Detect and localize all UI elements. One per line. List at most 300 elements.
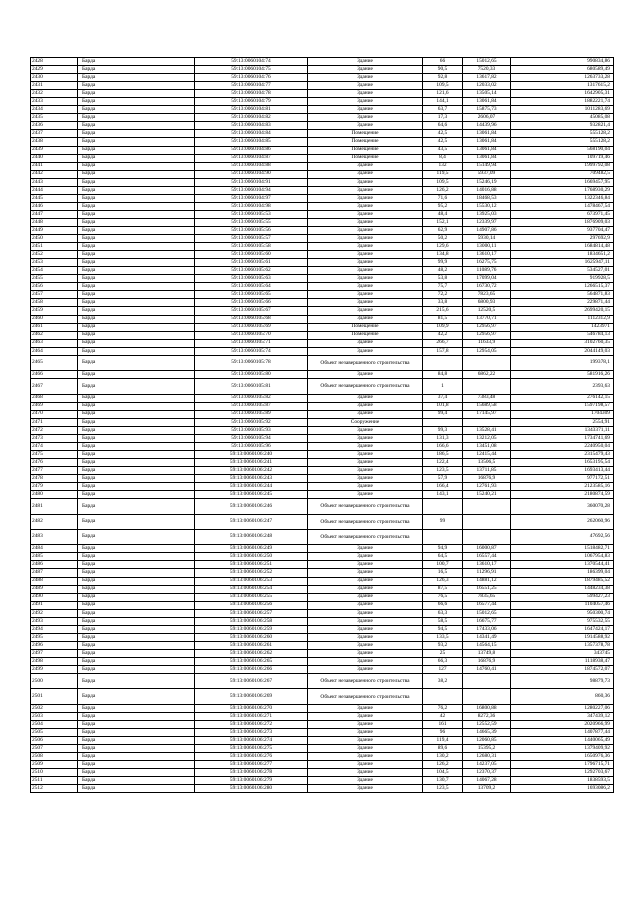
row-number-cell: 2497 [31, 649, 78, 657]
specific-value-cell: 12415,44 [463, 450, 511, 458]
settlement-cell: Барда [78, 307, 195, 315]
settlement-cell: Барда [78, 434, 195, 442]
object-type-cell: Здание [308, 609, 423, 617]
cadastral-value-cell: 1999792,08 [511, 162, 614, 170]
cadastral-value-cell: 975532,55 [511, 617, 614, 625]
specific-value-cell: 14016,88 [463, 186, 511, 194]
table-row [31, 674, 614, 689]
cadastral-number-cell: 59:13:0060105:89 [195, 410, 308, 418]
cadastral-number-cell: 59:13:0060105:96 [195, 442, 308, 450]
cadastral-value-cell: 2699420,15 [511, 307, 614, 315]
cadastral-value-cell: 1011283,69 [511, 106, 614, 114]
object-type-cell: Здание [308, 371, 423, 379]
settlement-cell: Барда [78, 585, 195, 593]
cadastral-value-cell: 2180874,59 [511, 491, 614, 499]
cadastral-number-cell: 59:13:0060105:68 [195, 315, 308, 323]
settlement-cell: Барда [78, 418, 195, 426]
row-number-cell: 2453 [31, 259, 78, 267]
settlement-cell: Барда [78, 138, 195, 146]
area-cell: 99 [423, 514, 463, 529]
table-row [31, 402, 614, 410]
area-cell: 109,5 [423, 82, 463, 90]
table-row [31, 483, 614, 491]
row-number-cell: 2449 [31, 226, 78, 234]
object-type-cell: Помещение [308, 323, 423, 331]
row-number-cell: 2450 [31, 235, 78, 243]
cadastral-number-cell: 59:13:0060104:76 [195, 74, 308, 82]
cadastral-number-cell: 59:13:0060104:94 [195, 186, 308, 194]
table-row [31, 162, 614, 170]
area-cell: 38,2 [423, 674, 463, 689]
area-cell: 76,2 [423, 704, 463, 712]
settlement-cell: Барда [78, 275, 195, 283]
object-type-cell: Здание [308, 210, 423, 218]
area-cell: 63,3 [423, 609, 463, 617]
settlement-cell: Барда [78, 267, 195, 275]
cadastral-number-cell: 59:13:0060106:258 [195, 617, 308, 625]
cadastral-value-cell: 1423971 [511, 323, 614, 331]
cadastral-number-cell: 59:13:0060106:260 [195, 633, 308, 641]
object-type-cell: Здание [308, 251, 423, 259]
table-row [31, 267, 614, 275]
object-type-cell: Здание [308, 162, 423, 170]
cadastral-value-cell: 1834651,2 [511, 251, 614, 259]
cadastral-value-cell: 919928,5 [511, 275, 614, 283]
cadastral-value-cell: 599427,23 [511, 593, 614, 601]
row-number-cell: 2486 [31, 561, 78, 569]
row-number-cell: 2488 [31, 577, 78, 585]
specific-value-cell: 12761,93 [463, 483, 511, 491]
settlement-cell: Барда [78, 426, 195, 434]
table-row [31, 609, 614, 617]
table-row [31, 569, 614, 577]
table-row [31, 491, 614, 499]
object-type-cell: Здание [308, 291, 423, 299]
cadastral-value-cell: 1379409,92 [511, 745, 614, 753]
cadastral-number-cell: 59:13:0060104:82 [195, 114, 308, 122]
area-cell: 94,9 [423, 545, 463, 553]
row-number-cell: 2464 [31, 347, 78, 355]
table-row [31, 275, 614, 283]
area-cell: 66 [423, 58, 463, 66]
cadastral-value-cell: 977172,51 [511, 475, 614, 483]
settlement-cell: Барда [78, 339, 195, 347]
table-row [31, 737, 614, 745]
object-type-cell: Объект незавершенного строительства [308, 355, 423, 370]
settlement-cell: Барда [78, 347, 195, 355]
table-row [31, 371, 614, 379]
cadastral-value-cell: 1882221,74 [511, 98, 614, 106]
table-row [31, 226, 614, 234]
settlement-cell: Барда [78, 769, 195, 777]
specific-value-cell: 7835,65 [463, 593, 511, 601]
settlement-cell: Барда [78, 74, 195, 82]
cadastral-number-cell: 59:13:0060106:277 [195, 761, 308, 769]
row-number-cell: 2457 [31, 291, 78, 299]
cadastral-value-cell: 1647424,17 [511, 625, 614, 633]
cadastral-value-cell: 1292703,67 [511, 769, 614, 777]
cadastral-value-cell: 1693413,44 [511, 466, 614, 474]
row-number-cell: 2433 [31, 98, 78, 106]
cadastral-number-cell: 59:13:0060104:98 [195, 202, 308, 210]
specific-value-cell: 15012,65 [463, 609, 511, 617]
settlement-cell: Барда [78, 146, 195, 154]
cadastral-number-cell: 59:13:0060105:58 [195, 243, 308, 251]
cadastral-value-cell: 1693086,2 [511, 785, 614, 793]
cadastral-value-cell: 347439,12 [511, 712, 614, 720]
cadastral-number-cell: 59:13:0060104:90 [195, 170, 308, 178]
area-cell: 123,5 [423, 785, 463, 793]
table-row [31, 545, 614, 553]
table-row [31, 649, 614, 657]
cadastral-value-cell: 1280227,06 [511, 704, 614, 712]
row-number-cell: 2498 [31, 658, 78, 666]
row-number-cell: 2505 [31, 729, 78, 737]
area-cell: 121,6 [423, 90, 463, 98]
specific-value-cell: 16275,75 [463, 259, 511, 267]
specific-value-cell: 14341,49 [463, 633, 511, 641]
cadastral-value-cell: 950300,74 [511, 609, 614, 617]
specific-value-cell: 12033,02 [463, 82, 511, 90]
object-type-cell: Здание [308, 666, 423, 674]
area-cell: 130,2 [423, 753, 463, 761]
table-row [31, 291, 614, 299]
settlement-cell: Барда [78, 170, 195, 178]
object-type-cell: Здание [308, 194, 423, 202]
cadastral-value-cell: 1879485,52 [511, 577, 614, 585]
table-row [31, 617, 614, 625]
specific-value-cell: 17099,04 [463, 275, 511, 283]
specific-value-cell: 7520,33 [463, 66, 511, 74]
specific-value-cell: 2606,07 [463, 114, 511, 122]
cadastral-number-cell: 59:13:0060104:81 [195, 106, 308, 114]
specific-value-cell [463, 529, 511, 544]
cadastral-number-cell: 59:13:0060106:265 [195, 658, 308, 666]
table-row [31, 689, 614, 704]
specific-value-cell: 13212,05 [463, 434, 511, 442]
specific-value-cell: 5937,09 [463, 170, 511, 178]
cadastral-number-cell: 59:13:0060104:87 [195, 154, 308, 162]
specific-value-cell: 14237,05 [463, 761, 511, 769]
row-number-cell: 2440 [31, 154, 78, 162]
settlement-cell: Барда [78, 355, 195, 370]
cadastral-number-cell: 59:13:0060104:83 [195, 122, 308, 130]
settlement-cell: Барда [78, 553, 195, 561]
settlement-cell: Барда [78, 178, 195, 186]
area-cell: 58,5 [423, 617, 463, 625]
row-number-cell: 2487 [31, 569, 78, 577]
area-cell: 100,7 [423, 561, 463, 569]
row-number-cell: 2432 [31, 90, 78, 98]
table-row [31, 475, 614, 483]
object-type-cell: Объект незавершенного строительства [308, 674, 423, 689]
area-cell: 17,3 [423, 114, 463, 122]
table-row [31, 633, 614, 641]
specific-value-cell: 13451,08 [463, 442, 511, 450]
specific-value-cell: 15149,94 [463, 162, 511, 170]
table-row [31, 66, 614, 74]
row-number-cell: 2454 [31, 267, 78, 275]
table-row [31, 585, 614, 593]
row-number-cell: 2428 [31, 58, 78, 66]
row-number-cell: 2442 [31, 170, 78, 178]
cadastral-number-cell: 59:13:0060106:250 [195, 553, 308, 561]
settlement-cell: Барда [78, 745, 195, 753]
settlement-cell: Барда [78, 569, 195, 577]
cadastral-number-cell: 59:13:0060106:246 [195, 499, 308, 514]
row-number-cell: 2492 [31, 609, 78, 617]
table-row [31, 777, 614, 785]
row-number-cell: 2507 [31, 745, 78, 753]
area-cell: 215,6 [423, 307, 463, 315]
settlement-cell: Барда [78, 593, 195, 601]
specific-value-cell: 6800,93 [463, 299, 511, 307]
specific-value-cell: 15395,2 [463, 745, 511, 753]
settlement-cell: Барда [78, 251, 195, 259]
table-row [31, 529, 614, 544]
cadastral-number-cell: 59:13:0060104:75 [195, 66, 308, 74]
specific-value-cell: 13770,71 [463, 315, 511, 323]
settlement-cell: Барда [78, 202, 195, 210]
cadastral-number-cell: 59:13:0060104:91 [195, 178, 308, 186]
table-row [31, 625, 614, 633]
area-cell: 37,4 [423, 394, 463, 402]
area-cell: 126,3 [423, 577, 463, 585]
row-number-cell: 2452 [31, 251, 78, 259]
cadastral-value-cell: 1653195,54 [511, 458, 614, 466]
table-row [31, 243, 614, 251]
table-row [31, 499, 614, 514]
object-type-cell: Здание [308, 299, 423, 307]
settlement-cell: Барда [78, 154, 195, 162]
specific-value-cell: 12552,59 [463, 720, 511, 728]
cadastral-value-cell: 360070,28 [511, 499, 614, 514]
cadastral-number-cell: 59:13:0060106:274 [195, 737, 308, 745]
cadastral-number-cell: 59:13:0060105:80 [195, 371, 308, 379]
object-type-cell: Здание [308, 737, 423, 745]
cadastral-value-cell: 932821,4 [511, 122, 614, 130]
row-number-cell: 2489 [31, 585, 78, 593]
cadastral-number-cell: 59:13:0060104:84 [195, 130, 308, 138]
cadastral-value-cell: 1440065,49 [511, 737, 614, 745]
area-cell [423, 689, 463, 704]
table-row [31, 130, 614, 138]
specific-value-cell: 15240,21 [463, 491, 511, 499]
table-row [31, 347, 614, 355]
settlement-cell: Барда [78, 737, 195, 745]
row-number-cell: 2484 [31, 545, 78, 553]
specific-value-cell: 13000,11 [463, 243, 511, 251]
object-type-cell: Здание [308, 226, 423, 234]
object-type-cell: Помещение [308, 331, 423, 339]
cadastral-number-cell: 59:13:0060105:57 [195, 235, 308, 243]
object-type-cell: Помещение [308, 130, 423, 138]
row-number-cell: 2465 [31, 355, 78, 370]
cadastral-value-cell: 564871,83 [511, 291, 614, 299]
cadastral-number-cell: 59:13:0060106:245 [195, 491, 308, 499]
specific-value-cell: 13610,17 [463, 251, 511, 259]
specific-value-cell: 16675,77 [463, 617, 511, 625]
specific-value-cell: 15012,65 [463, 58, 511, 66]
area-cell: 76,5 [423, 593, 463, 601]
row-number-cell: 2435 [31, 114, 78, 122]
row-number-cell: 2439 [31, 146, 78, 154]
area-cell: 129,6 [423, 243, 463, 251]
table-row [31, 235, 614, 243]
cadastral-number-cell: 59:13:0060106:255 [195, 593, 308, 601]
object-type-cell: Здание [308, 658, 423, 666]
specific-value-cell: 11633,9 [463, 339, 511, 347]
table-body [31, 58, 614, 793]
cadastral-value-cell: 45085,08 [511, 114, 614, 122]
specific-value-cell [463, 514, 511, 529]
area-cell: 143,1 [423, 491, 463, 499]
object-type-cell: Здание [308, 553, 423, 561]
specific-value-cell: 13061,84 [463, 146, 511, 154]
row-number-cell: 2474 [31, 442, 78, 450]
object-type-cell: Здание [308, 283, 423, 291]
object-type-cell: Здание [308, 720, 423, 728]
object-type-cell: Здание [308, 577, 423, 585]
table-row [31, 186, 614, 194]
area-cell: 161 [423, 720, 463, 728]
cadastral-number-cell: 59:13:0060105:66 [195, 299, 308, 307]
table-row [31, 202, 614, 210]
row-number-cell: 2459 [31, 307, 78, 315]
area-cell: 89,6 [423, 745, 463, 753]
table-row [31, 704, 614, 712]
table-row [31, 785, 614, 793]
settlement-cell: Барда [78, 761, 195, 769]
table-row [31, 331, 614, 339]
settlement-cell: Барда [78, 122, 195, 130]
settlement-cell: Барда [78, 499, 195, 514]
object-type-cell: Здание [308, 186, 423, 194]
area-cell: 109,5 [423, 178, 463, 186]
cadastral-value-cell: 1478467,54 [511, 202, 614, 210]
area-cell [423, 499, 463, 514]
object-type-cell: Здание [308, 170, 423, 178]
table-row [31, 593, 614, 601]
cadastral-value-cell: 1914588,92 [511, 633, 614, 641]
specific-value-cell: 5930,14 [463, 235, 511, 243]
row-number-cell: 2467 [31, 379, 78, 394]
area-cell: 166,6 [423, 442, 463, 450]
cadastral-number-cell: 59:13:0060105:78 [195, 355, 308, 370]
object-type-cell: Здание [308, 307, 423, 315]
cadastral-number-cell: 59:13:0060106:261 [195, 641, 308, 649]
cadastral-number-cell: 59:13:0060106:269 [195, 689, 308, 704]
row-number-cell: 2437 [31, 130, 78, 138]
row-number-cell: 2478 [31, 475, 78, 483]
area-cell: 131,3 [423, 434, 463, 442]
specific-value-cell: 13617,82 [463, 74, 511, 82]
object-type-cell: Здание [308, 410, 423, 418]
row-number-cell: 2491 [31, 601, 78, 609]
area-cell: 186,5 [423, 450, 463, 458]
area-cell: 266,7 [423, 339, 463, 347]
settlement-cell: Барда [78, 450, 195, 458]
cadastral-value-cell: 2240950,04 [511, 442, 614, 450]
cadastral-value-cell: 109719,46 [511, 154, 614, 162]
cadastral-value-cell: 1669457,95 [511, 178, 614, 186]
cadastral-number-cell: 59:13:0060105:63 [195, 275, 308, 283]
settlement-cell: Барда [78, 442, 195, 450]
cadastral-number-cell: 59:13:0060106:280 [195, 785, 308, 793]
cadastral-number-cell: 59:13:0060106:267 [195, 674, 308, 689]
settlement-cell: Барда [78, 753, 195, 761]
table-row [31, 379, 614, 394]
row-number-cell: 2430 [31, 74, 78, 82]
specific-value-cell: 7383,48 [463, 394, 511, 402]
specific-value-cell: 12060,85 [463, 737, 511, 745]
row-number-cell: 2506 [31, 737, 78, 745]
table-row [31, 641, 614, 649]
area-cell: 66,3 [423, 658, 463, 666]
object-type-cell: Здание [308, 585, 423, 593]
settlement-cell: Барда [78, 777, 195, 785]
object-type-cell: Здание [308, 729, 423, 737]
row-number-cell: 2460 [31, 315, 78, 323]
object-type-cell: Здание [308, 777, 423, 785]
object-type-cell: Здание [308, 394, 423, 402]
object-type-cell: Здание [308, 601, 423, 609]
area-cell: 64,5 [423, 553, 463, 561]
area-cell: 64,6 [423, 122, 463, 130]
specific-value-cell: 13709,2 [463, 785, 511, 793]
cadastral-value-cell: 555128,2 [511, 130, 614, 138]
settlement-cell: Барда [78, 226, 195, 234]
specific-value-cell: 16876,9 [463, 658, 511, 666]
row-number-cell: 2475 [31, 450, 78, 458]
row-number-cell: 2479 [31, 483, 78, 491]
settlement-cell: Барда [78, 402, 195, 410]
cadastral-number-cell: 59:13:0060106:270 [195, 704, 308, 712]
cadastral-number-cell: 59:13:0060105:62 [195, 267, 308, 275]
settlement-cell: Барда [78, 218, 195, 226]
object-type-cell: Объект незавершенного строительства [308, 379, 423, 394]
cadastral-number-cell: 59:13:0060105:55 [195, 218, 308, 226]
specific-value-cell: 17145,97 [463, 410, 511, 418]
area-cell: 57,9 [423, 475, 463, 483]
settlement-cell: Барда [78, 331, 195, 339]
specific-value-cell: 12680,31 [463, 753, 511, 761]
table-row [31, 355, 614, 370]
row-number-cell: 2509 [31, 761, 78, 769]
cadastral-value-cell: 1796715,71 [511, 761, 614, 769]
cadastral-number-cell: 59:13:0060104:86 [195, 146, 308, 154]
settlement-cell: Барда [78, 458, 195, 466]
cadastral-value-cell: 2315479,43 [511, 450, 614, 458]
cadastral-number-cell: 59:13:0060104:79 [195, 98, 308, 106]
settlement-cell: Барда [78, 674, 195, 689]
area-cell: 1 [423, 379, 463, 394]
table-row [31, 299, 614, 307]
table-row [31, 283, 614, 291]
cadastral-number-cell: 59:13:0060104:74 [195, 58, 308, 66]
object-type-cell: Здание [308, 218, 423, 226]
area-cell: 123,5 [423, 466, 463, 474]
settlement-cell: Барда [78, 720, 195, 728]
specific-value-cell: 13061,84 [463, 154, 511, 162]
cadastral-number-cell: 59:13:0060105:74 [195, 347, 308, 355]
area-cell: 62,9 [423, 226, 463, 234]
area-cell: 53,8 [423, 275, 463, 283]
cadastral-number-cell: 59:13:0060105:69 [195, 323, 308, 331]
row-number-cell: 2477 [31, 466, 78, 474]
cadastral-number-cell: 59:13:0060104:85 [195, 138, 308, 146]
specific-value-cell: 13749,8 [463, 649, 511, 657]
